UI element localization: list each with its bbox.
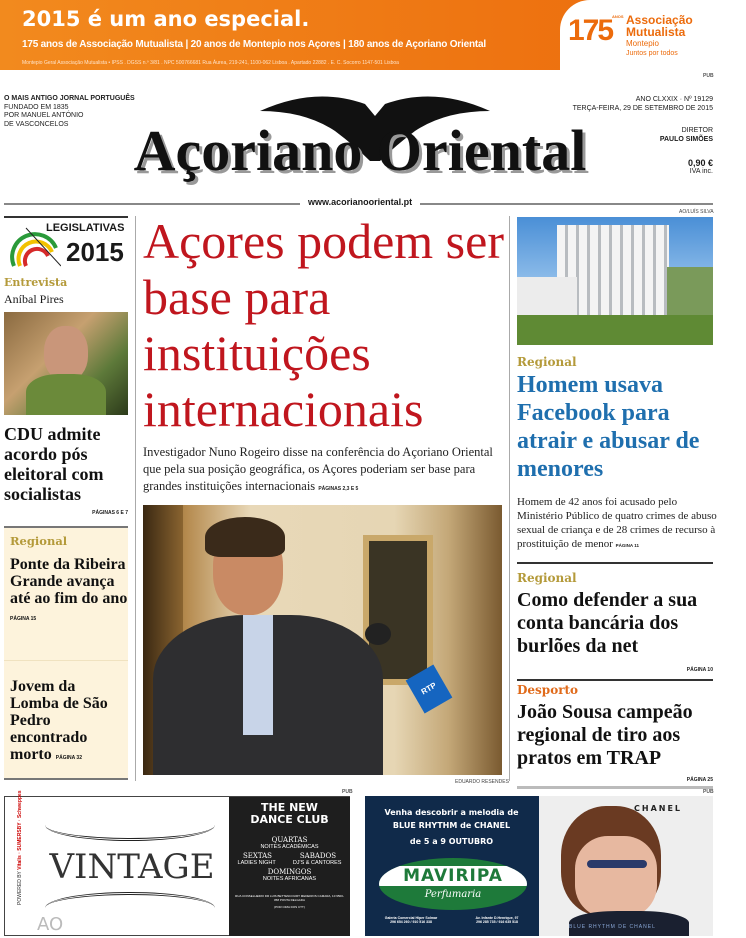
newspaper-title[interactable]: Açoriano Oriental (133, 118, 587, 183)
store-name: MAVIRIPA (379, 866, 527, 886)
right-deck-1-text: Homem de 42 anos foi acusado pelo Ministério Público de quatro crimes de abuso sexual de criança e de 28 crimes de recurso à prostituição de menor (517, 496, 717, 550)
story-ponte[interactable] (10, 556, 128, 624)
founder-1: POR MANUEL ANTÓNIO (4, 112, 84, 119)
right-kicker-2: Regional (517, 571, 577, 585)
day-domingos: DOMINGOS (267, 868, 312, 876)
right-deck-1 (517, 495, 717, 551)
left-headline[interactable]: CDU admite acordo pós eleitoral com socialistas (4, 424, 104, 504)
column-divider (509, 216, 510, 781)
story1-page: PÁGINA 15 (10, 616, 37, 622)
legislativas-badge[interactable] (6, 222, 128, 270)
tagline: O MAIS ANTIGO JORNAL PORTUGUÊS (4, 95, 135, 102)
ornament-top-icon (45, 809, 215, 841)
story2-text: Jovem da Lomba de São Pedro encontrado morto (10, 678, 108, 763)
banner-subtitle: 175 anos de Associação Mutualista | 20 anos de Montepio nos Açores | 180 anos de Açoriano Oriental (22, 39, 486, 50)
right-headline-3-page: PÁGINA 25 (686, 777, 713, 783)
ad-copy (365, 806, 538, 848)
club-line-1: THE NEW (261, 801, 318, 814)
day-quartas-sub: NOITES ACADÉMICAS (260, 844, 319, 850)
main-headline[interactable]: Açores podem ser base para instituições internacionais (143, 213, 504, 437)
ao-logo: AO (37, 914, 64, 935)
right-headline-2[interactable]: Como defender a sua conta bancária dos burlões da net (517, 589, 698, 657)
interview-kicker: Entrevista (4, 276, 68, 289)
club-line-2: DANCE CLUB (250, 813, 329, 826)
day-domingos-sub: NOITES AFRICANAS (262, 876, 317, 882)
vat-note: IVA inc. (689, 168, 713, 175)
ad-line-2: BLUE RHYTHM de CHANEL (392, 821, 511, 830)
sponsors: Vitalis · SUMERSBY · Schweppes (17, 790, 23, 870)
logo-small: ANOS (612, 14, 624, 19)
founder-2: DE VASCONCELOS (4, 120, 69, 128)
chanel-model-photo (539, 796, 713, 936)
store-sub: Perfumaria (424, 889, 482, 900)
logo-name-2: Mutualista (626, 25, 686, 39)
dance-club-ad (229, 797, 350, 936)
banner-fine-print: Montepio Geral Associação Mutualista • IPSS . DGSS n.º 3/81 . NPC 500766681 Rua Áurea, 219-241, 1100-062 Lisboa . Apartado 22882 . E. C. Socorro 1147-501 Lisboa (22, 60, 399, 66)
day-sextas: SEXTAS (242, 852, 272, 860)
logo-name-1: Associação (626, 13, 693, 27)
right-kicker-1: Regional (517, 355, 577, 369)
right-headline-1[interactable]: Homem usava Facebook para atrair e abusar de menores (517, 372, 700, 482)
interview-photo[interactable] (4, 312, 128, 415)
montepio-logo (560, 0, 715, 70)
main-deck-text: Investigador Nuno Rogeiro disse na conferência do Açoriano Oriental que pela sua posição geográfica, os Açores poderiam ser base para grandes instituições internacionais (143, 445, 493, 493)
chanel-product: BLUE RHYTHM DE CHANEL (569, 924, 656, 930)
issue-date: TERÇA-FEIRA, 29 DE SETEMBRO DE 2015 (572, 104, 713, 112)
price: 0,90 € (687, 158, 713, 168)
main-deck (143, 444, 503, 495)
story2-page: PÁGINA 32 (55, 755, 82, 761)
address-2-name: Av. Infante D.Henrique, 97 (475, 916, 519, 920)
banner-title: 2015 é um ano especial. (22, 7, 310, 31)
logo-name (626, 14, 693, 50)
day-sextas-sub: LADIES NIGHT (237, 860, 276, 866)
ad-line-3: de 5 a 9 OUTUBRO (409, 837, 494, 846)
masthead-left-info (4, 95, 135, 129)
club-address: RUA CONSELHEIRO DR LUIS BETTENCOURT MEDEIROS CAMARA, 10 9500-058 PONTA DELGADA (235, 894, 344, 902)
main-deck-pages: PÁGINAS 2,3 E 5 (318, 486, 359, 492)
right-photo-building[interactable] (517, 217, 713, 345)
issue-number: ANO CLXXIX · Nº 19129 (635, 96, 713, 103)
divider (517, 679, 713, 681)
ornament-bottom-icon (45, 892, 215, 924)
rtp-microphone: RTP (406, 665, 453, 714)
director-label: DIRETOR (681, 127, 713, 134)
director-name: PAULO SIMÕES (659, 135, 713, 143)
main-photo[interactable] (143, 505, 502, 775)
divider (4, 216, 128, 218)
badge-top: LEGISLATIVAS (46, 222, 125, 234)
divider (4, 778, 128, 780)
address-1 (371, 916, 451, 924)
chanel-brand: CHANEL (634, 804, 683, 813)
day-sabados: SABADOS (299, 852, 337, 860)
regional-box (4, 528, 128, 778)
logo-name-3: Montepio (626, 39, 659, 48)
pub-label: PUB (342, 789, 353, 795)
logo-tagline: Juntos por todos (626, 50, 678, 57)
right-deck-1-page: PÁGINA 11 (615, 543, 640, 548)
divider (517, 562, 713, 564)
address-1-name: Galeria Comercial Hiper Solmar (384, 916, 438, 920)
interview-name: Aníbal Pires (4, 292, 64, 306)
montepio-banner-ad[interactable] (0, 0, 715, 70)
masthead-right-info (572, 96, 713, 177)
powered-label: POWERED BY (17, 871, 23, 905)
right-photo-credit: AO/LUÍS SILVA (679, 209, 714, 215)
story1-text: Ponte da Ribeira Grande avança até ao fim do ano (10, 556, 128, 607)
address-2 (457, 916, 537, 924)
chanel-maviripa-ad[interactable] (365, 796, 713, 936)
website-link[interactable]: www.acorianooriental.pt (300, 197, 420, 207)
powered-by (17, 790, 23, 905)
ad-line-1: Venha descobrir a melodia de (384, 808, 519, 817)
badge-year: 2015 (66, 237, 124, 267)
story-jovem[interactable] (10, 678, 128, 763)
club-footer: (POR CIMA DOS CTT) (274, 905, 305, 909)
right-headline-2-page: PÁGINA 10 (686, 667, 713, 673)
divider (4, 660, 128, 661)
right-headline-3[interactable]: João Sousa campeão regional de tiro aos pratos em TRAP (517, 701, 693, 769)
address-1-phone: 296 654 260 / 910 516 338 (390, 920, 432, 924)
maviripa-logo (379, 858, 527, 910)
main-photo-credit: EDUARDO RESENDES (455, 779, 509, 785)
day-quartas: QUARTAS (271, 836, 308, 844)
column-divider (135, 216, 136, 781)
pub-label: PUB (703, 789, 714, 795)
vintage-brand: VINTAGE (49, 847, 215, 887)
day-sabados-sub: DJ'S & CANTORES (292, 860, 342, 866)
pub-label: PUB (703, 73, 714, 79)
founded: FUNDADO EM 1835 (4, 103, 69, 111)
address-2-phone: 296 285 735 / 916 635 518 (476, 920, 518, 924)
box-kicker: Regional (10, 534, 68, 548)
logo-number: 175 (568, 14, 613, 47)
divider (517, 786, 713, 789)
left-headline-pages: PÁGINAS 6 E 7 (92, 510, 128, 516)
right-kicker-3: Desporto (517, 683, 579, 697)
